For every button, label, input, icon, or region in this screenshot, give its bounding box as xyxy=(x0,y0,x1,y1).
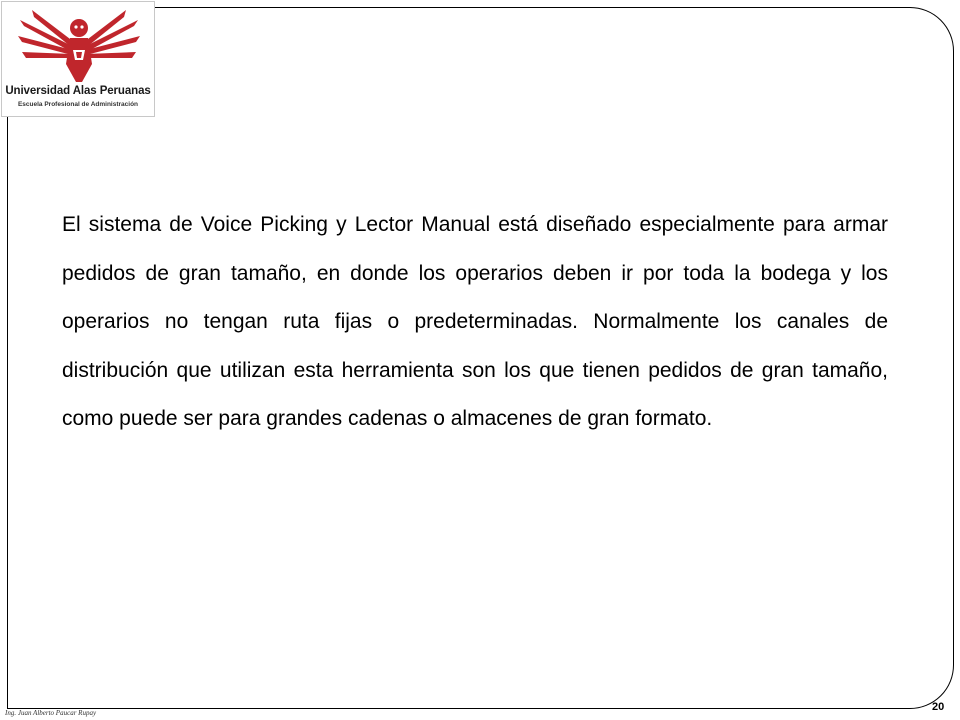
logo-subtitle: Escuela Profesional de Administración xyxy=(17,101,139,108)
body-paragraph: El sistema de Voice Picking y Lector Manual está diseñado especialmente para armar pedidos de gran tamaño, en donde los operarios deben ir por toda la bodega y los operarios no tengan ruta fijas o predeterminadas. Normalmente los canales de distribución que utilizan esta herramienta son los que tienen pedidos de gran tamaño, como puede ser para grandes cadenas o almacenes de gran formato. xyxy=(62,213,888,430)
logo-title: Universidad Alas Peruanas xyxy=(5,85,151,97)
footer-author: Ing. Juan Alberto Paucar Rupay xyxy=(5,709,97,717)
university-logo xyxy=(1,1,155,117)
page-number: 20 xyxy=(932,701,945,713)
winged-figure-emblem-icon xyxy=(12,6,146,84)
